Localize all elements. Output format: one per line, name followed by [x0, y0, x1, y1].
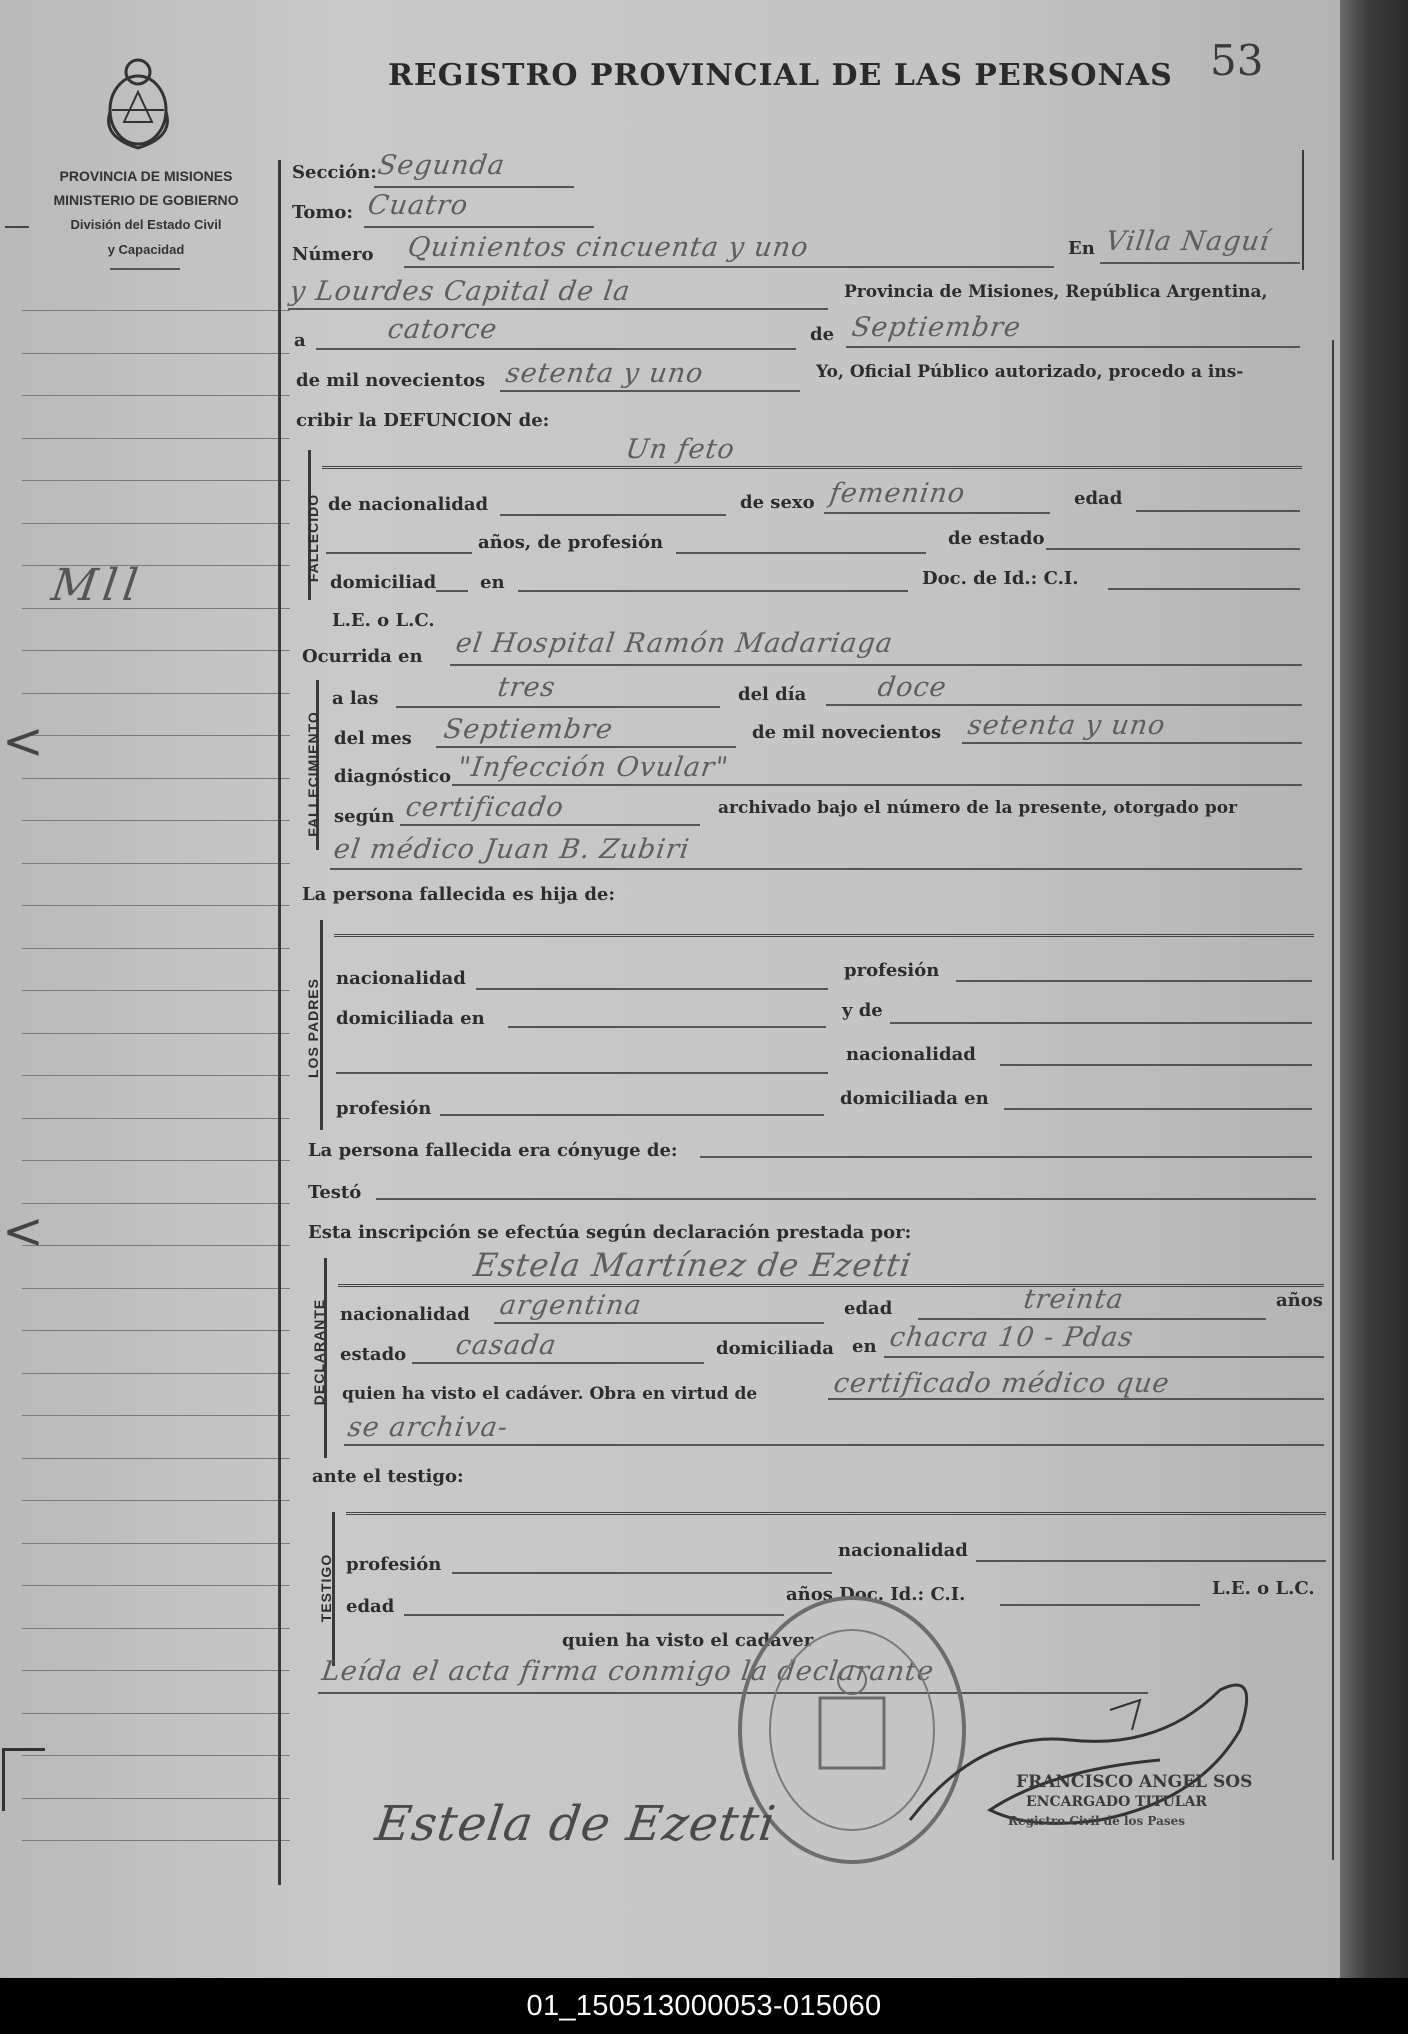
virtud-underline-1 [828, 1398, 1324, 1400]
domicilio-suffix-underline [436, 590, 468, 592]
margin-ruled-line [22, 523, 290, 524]
testigo-name-line [346, 1512, 1326, 1515]
cribir-text: cribir la DEFUNCION de: [296, 410, 550, 431]
y-de-label: y de [842, 1000, 883, 1021]
en-label: En [1068, 238, 1095, 259]
medico-value: el médico Juan B. Zubiri [331, 834, 692, 865]
declarante-nacionalidad-label: nacionalidad [340, 1304, 470, 1325]
margin-ruled-line [22, 310, 290, 311]
en-value-2-underline [288, 308, 828, 310]
numero-label: Número [292, 244, 374, 265]
declarante-section-label: DECLARANTE [311, 1298, 327, 1406]
declarante-estado-value: casada [453, 1330, 559, 1361]
seccion-label: Sección: [292, 162, 377, 183]
testo-label: Testó [308, 1182, 362, 1203]
margin-bracket-mark-2: < [2, 1202, 44, 1260]
padres-nacionalidad-underline [476, 988, 828, 990]
declarante-edad-underline [918, 1318, 1266, 1320]
del-mes-underline [436, 746, 736, 748]
en-value-1: Villa Naguí [1103, 226, 1272, 257]
form-right-border [1332, 340, 1334, 1860]
padres-nacionalidad-label: nacionalidad [336, 968, 466, 989]
fallecido-section-label: FALLECIDO [305, 493, 321, 583]
estado-label: de estado [948, 528, 1045, 549]
padres-domiciliada2-underline [1004, 1108, 1312, 1110]
declarante-estado-underline [412, 1362, 704, 1364]
diagnostico-value: "Infección Ovular" [455, 752, 731, 783]
padres-nacionalidad2-underline [1000, 1064, 1312, 1066]
en-value-2: y Lourdes Capital de la [287, 276, 633, 307]
margin-ruled-line [22, 1500, 290, 1501]
margin-bracket-mark: < [2, 712, 44, 770]
padres-domiciliada2-label: domiciliada en [840, 1088, 989, 1109]
testigo-le-label: L.E. o L.C. [1212, 1578, 1315, 1599]
margin-ruled-line [22, 905, 290, 906]
scan-code: 01_150513000053-015060 [526, 1990, 882, 2022]
margin-ruled-line [22, 395, 290, 396]
year-value: setenta y uno [503, 358, 706, 389]
page-number: 53 [1210, 36, 1264, 85]
declarante-domiciliada-underline [884, 1356, 1324, 1358]
margin-ruled-line [22, 1118, 290, 1119]
margin-ruled-line [22, 1798, 290, 1799]
declarante-domiciliada-value: chacra 10 - Pdas [887, 1322, 1136, 1353]
margin-ruled-line [22, 438, 290, 439]
del-dia-label: del día [738, 684, 807, 705]
margin-ruled-line [22, 735, 290, 736]
margin-ruled-line [22, 1033, 290, 1034]
margin-ruled-line [22, 1373, 290, 1374]
sexo-label: de sexo [740, 492, 815, 513]
diagnostico-label: diagnóstico [334, 766, 452, 787]
testigo-section-label: TESTIGO [318, 1553, 334, 1623]
domicilio-en-label: en [480, 572, 505, 593]
profesion-underline [676, 552, 926, 554]
padres-name-line-2 [336, 1072, 828, 1074]
testigo-nacionalidad-label: nacionalidad [838, 1540, 968, 1561]
margin-ruled-line [22, 1840, 290, 1841]
margin-ruled-line [22, 1160, 290, 1161]
padres-profesion-underline [956, 980, 1312, 982]
declarante-nacionalidad-underline [494, 1322, 824, 1324]
le-label: L.E. o L.C. [332, 610, 435, 631]
testigo-doc-underline [1000, 1604, 1200, 1606]
ministry-underline [110, 268, 180, 270]
testigo-anos-doc-label: años Doc. Id.: C.I. [786, 1584, 966, 1605]
tomo-label: Tomo: [292, 202, 354, 223]
del-dia-underline [826, 704, 1302, 706]
oficial-text: Yo, Oficial Público autorizado, procedo a ins- [816, 362, 1244, 382]
ocurrida-underline [450, 664, 1302, 666]
a-las-label: a las [332, 688, 379, 709]
margin-ruled-line [22, 1203, 290, 1204]
margin-ruled-line [22, 693, 290, 694]
declarante-signature: Estela de Ezetti [372, 1796, 780, 1852]
margin-ruled-line [22, 1330, 290, 1331]
stamp-line-1: FRANCISCO ANGEL SOS [1016, 1772, 1253, 1792]
domicilio-underline [518, 590, 908, 592]
stamp-line-3: Registro Civil de los Pases [1008, 1814, 1186, 1828]
segun-underline [400, 824, 700, 826]
margin-ruled-line [22, 1075, 290, 1076]
page-title: REGISTRO PROVINCIAL DE LAS PERSONAS [388, 58, 1173, 93]
margin-ruled-line [22, 1670, 290, 1671]
margin-ruled-line [22, 650, 290, 651]
declarante-estado-label: estado [340, 1344, 407, 1365]
de-value: Septiembre [849, 312, 1024, 343]
virtud-underline-2 [344, 1444, 1324, 1446]
ministry-line-3: División del Estado Civil [70, 217, 222, 232]
anos-underline [326, 552, 472, 554]
fallecido-name-value: Un feto [623, 434, 737, 465]
padres-nacionalidad2-label: nacionalidad [846, 1044, 976, 1065]
segun-label: según [334, 806, 395, 827]
testigo-text: ante el testigo: [312, 1466, 464, 1487]
testigo-cadaver-text: quien ha visto el cadáver [562, 1630, 814, 1651]
provincia-text: Provincia de Misiones, República Argentina, [844, 282, 1268, 302]
declarante-en-label: en [852, 1336, 877, 1357]
padres-profesion2-underline [440, 1114, 824, 1116]
testigo-edad-label: edad [346, 1596, 395, 1617]
declarante-anos-label: años [1276, 1290, 1323, 1311]
declarante-domiciliada-label: domiciliada [716, 1338, 834, 1359]
domicilio-label: domiciliad [330, 572, 437, 593]
a-value: catorce [385, 314, 500, 345]
margin-note: Mll [48, 560, 147, 611]
edad-label: edad [1074, 488, 1123, 509]
hija-text: La persona fallecida es hija de: [302, 884, 616, 905]
ministry-line-1: PROVINCIA DE MISIONES [59, 168, 233, 184]
margin-ruled-line [22, 1415, 290, 1416]
tomo-value: Cuatro [365, 190, 471, 221]
del-dia-value: doce [875, 672, 949, 703]
margin-ruled-line [22, 1628, 290, 1629]
en-underline [1100, 262, 1300, 264]
seccion-underline [374, 186, 574, 188]
declarante-cadaver-text: quien ha visto el cadáver. Obra en virtud de [342, 1384, 758, 1404]
stamp-line-2: ENCARGADO TITULAR [1026, 1794, 1208, 1810]
fallecido-nacionalidad-label: de nacionalidad [328, 494, 489, 515]
book-binding [1340, 0, 1408, 1978]
fallecido-nacionalidad-underline [500, 514, 726, 516]
testigo-nacionalidad-underline [976, 1560, 1326, 1562]
testigo-edad-underline [404, 1614, 784, 1616]
margin-ruled-line [22, 480, 290, 481]
leida-value: Leída el acta firma conmigo la declarante [319, 1656, 937, 1687]
padres-domiciliada-underline [508, 1026, 826, 1028]
fallecimiento-year-underline [962, 742, 1302, 744]
de-underline [846, 346, 1300, 348]
testigo-profesion-label: profesión [346, 1554, 442, 1575]
declaracion-text: Esta inscripción se efectúa según declaración prestada por: [308, 1222, 912, 1243]
testo-underline [376, 1198, 1316, 1200]
virtud-value-2: se archiva- [345, 1412, 511, 1443]
testigo-profesion-underline [452, 1572, 832, 1574]
sexo-value: femenino [827, 478, 968, 509]
edad-underline [1136, 510, 1300, 512]
sexo-underline [824, 512, 1050, 514]
a-underline [316, 348, 796, 350]
padres-name-line [334, 934, 1314, 937]
margin-ruled-line [22, 1755, 290, 1756]
ocurrida-label: Ocurrida en [302, 646, 423, 667]
margin-ruled-line [22, 948, 290, 949]
de-mil-label: de mil novecientos [296, 370, 486, 391]
margin-ruled-line [22, 1713, 290, 1714]
ocurrida-value: el Hospital Ramón Madariaga [453, 628, 896, 659]
ministry-line-4: y Capacidad [107, 242, 185, 257]
a-label: a [294, 330, 306, 351]
fallecimiento-section-label: FALLECIMIENTO [305, 711, 321, 837]
estado-underline [1046, 548, 1300, 550]
scan-code-bar [0, 1978, 1408, 2034]
margin-ruled-line [22, 990, 290, 991]
margin-ruled-line [22, 863, 290, 864]
de-label: de [810, 324, 835, 345]
doc-label: Doc. de Id.: C.I. [922, 568, 1079, 589]
tomo-underline [364, 226, 594, 228]
a-las-value: tres [495, 672, 558, 703]
margin-ruled-line [22, 353, 290, 354]
del-mes-label: del mes [334, 728, 412, 749]
padres-domiciliada-label: domiciliada en [336, 1008, 485, 1029]
virtud-value-1: certificado médico que [831, 1368, 1172, 1399]
diagnostico-underline [452, 784, 1302, 786]
form-right-border-top [1302, 150, 1304, 270]
fallecimiento-year-value: setenta y uno [965, 710, 1168, 741]
margin-ruled-line [22, 1288, 290, 1289]
medico-underline [330, 868, 1302, 870]
archivado-text: archivado bajo el número de la presente, otorgado por [718, 798, 1238, 818]
declarante-nacionalidad-value: argentina [497, 1290, 644, 1321]
margin-ruled-line [22, 1543, 290, 1544]
numero-underline [404, 266, 1054, 268]
margin-ruled-line [22, 1458, 290, 1459]
form-left-border [278, 160, 281, 1885]
y-de-underline [890, 1022, 1312, 1024]
declarante-name-value: Estela Martínez de Ezetti [471, 1246, 915, 1284]
margin-ruled-line [22, 778, 290, 779]
declarante-edad-value: treinta [1021, 1284, 1126, 1315]
fallecido-name-line [322, 466, 1302, 469]
a-las-underline [396, 706, 720, 708]
ministry-line-2: MINISTERIO DE GOBIERNO [53, 192, 239, 208]
conyuge-text: La persona fallecida era cónyuge de: [308, 1140, 678, 1161]
conyuge-underline [700, 1156, 1312, 1158]
arrow-icon [5, 226, 29, 228]
doc-underline [1108, 588, 1300, 590]
margin-ruled-line [22, 820, 290, 821]
segun-value: certificado [403, 792, 567, 823]
declarante-name-line [338, 1284, 1324, 1287]
coat-of-arms-icon [98, 52, 178, 152]
margin-ruled-line [22, 1245, 290, 1246]
seccion-value: Segunda [375, 150, 508, 181]
margin-ruled-line [22, 1585, 290, 1586]
padres-profesion2-label: profesión [336, 1098, 432, 1119]
fallecimiento-de-mil-label: de mil novecientos [752, 722, 942, 743]
del-mes-value: Septiembre [441, 714, 616, 745]
padres-section-label: LOS PADRES [305, 978, 321, 1078]
year-underline [500, 390, 800, 392]
anos-profesion-label: años, de profesión [478, 532, 664, 553]
declarante-edad-label: edad [844, 1298, 893, 1319]
margin-bracket-mark-3 [2, 1748, 45, 1811]
padres-profesion-label: profesión [844, 960, 940, 981]
numero-value: Quinientos cincuenta y uno [405, 232, 811, 263]
